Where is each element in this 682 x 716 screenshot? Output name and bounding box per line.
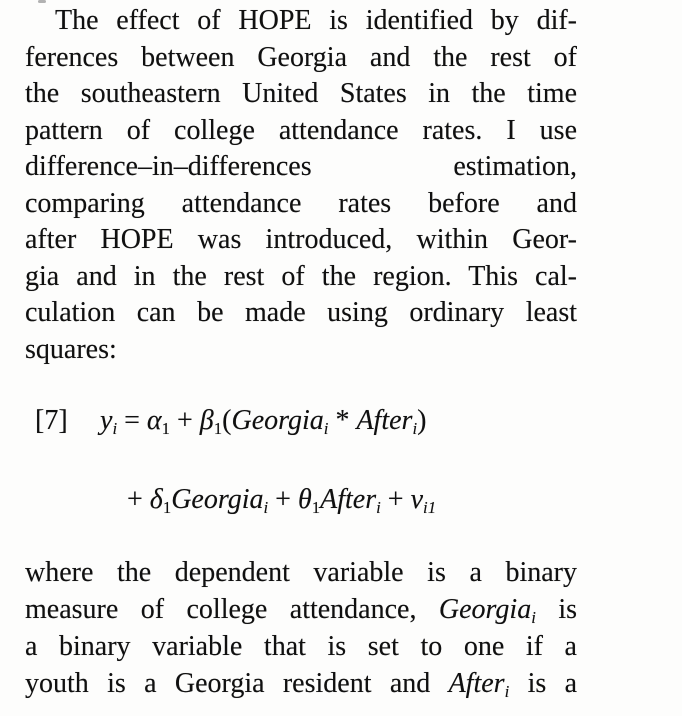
paragraph-identification-strategy <box>25 3 577 368</box>
paragraph2-line: youth is a Georgia resident and After$_i$ is a <box>25 668 577 702</box>
paragraph1-line: squares: <box>25 333 117 365</box>
paragraph1-line: difference–in–differences estimation, <box>25 151 577 182</box>
paragraph1-line: gia and in the rest of the region. This cal- <box>25 260 577 292</box>
paragraph-variable-definitions <box>25 554 577 702</box>
paragraph2-line: where the dependent variable is a binary <box>25 557 577 588</box>
equation-rhs-line1: $y_i = \alpha_1$ + $\beta_1(Georgia_i$ * After$_i$) <box>100 405 427 439</box>
equation-number: [7] <box>35 405 68 436</box>
paragraph1-line: after HOPE was introduced, within Geor- <box>25 224 577 255</box>
paragraph1-line: the southeastern United States in the time <box>25 78 577 109</box>
paragraph2-line: measure of college attendance, Georgia$_i$ is <box>25 594 577 628</box>
equation-7 <box>25 403 577 518</box>
paragraph1-line: pattern of college attendance rates. I use <box>25 114 577 146</box>
paragraph2-line: a binary variable that is set to one if a <box>25 631 577 662</box>
paragraph1-line: culation can be made using ordinary least <box>25 297 577 328</box>
equation-line-1 <box>25 403 577 440</box>
paragraph1-line: ferences between Georgia and the rest of <box>25 41 577 73</box>
text-column <box>25 3 577 702</box>
equation-line-2: + $\delta_1Georgia_i$ + $\theta_1After_i + v_{i1}$ <box>127 483 437 517</box>
paragraph1-line: comparing attendance rates before and <box>25 187 577 219</box>
paragraph1-line: The effect of HOPE is identified by dif- <box>55 5 577 36</box>
